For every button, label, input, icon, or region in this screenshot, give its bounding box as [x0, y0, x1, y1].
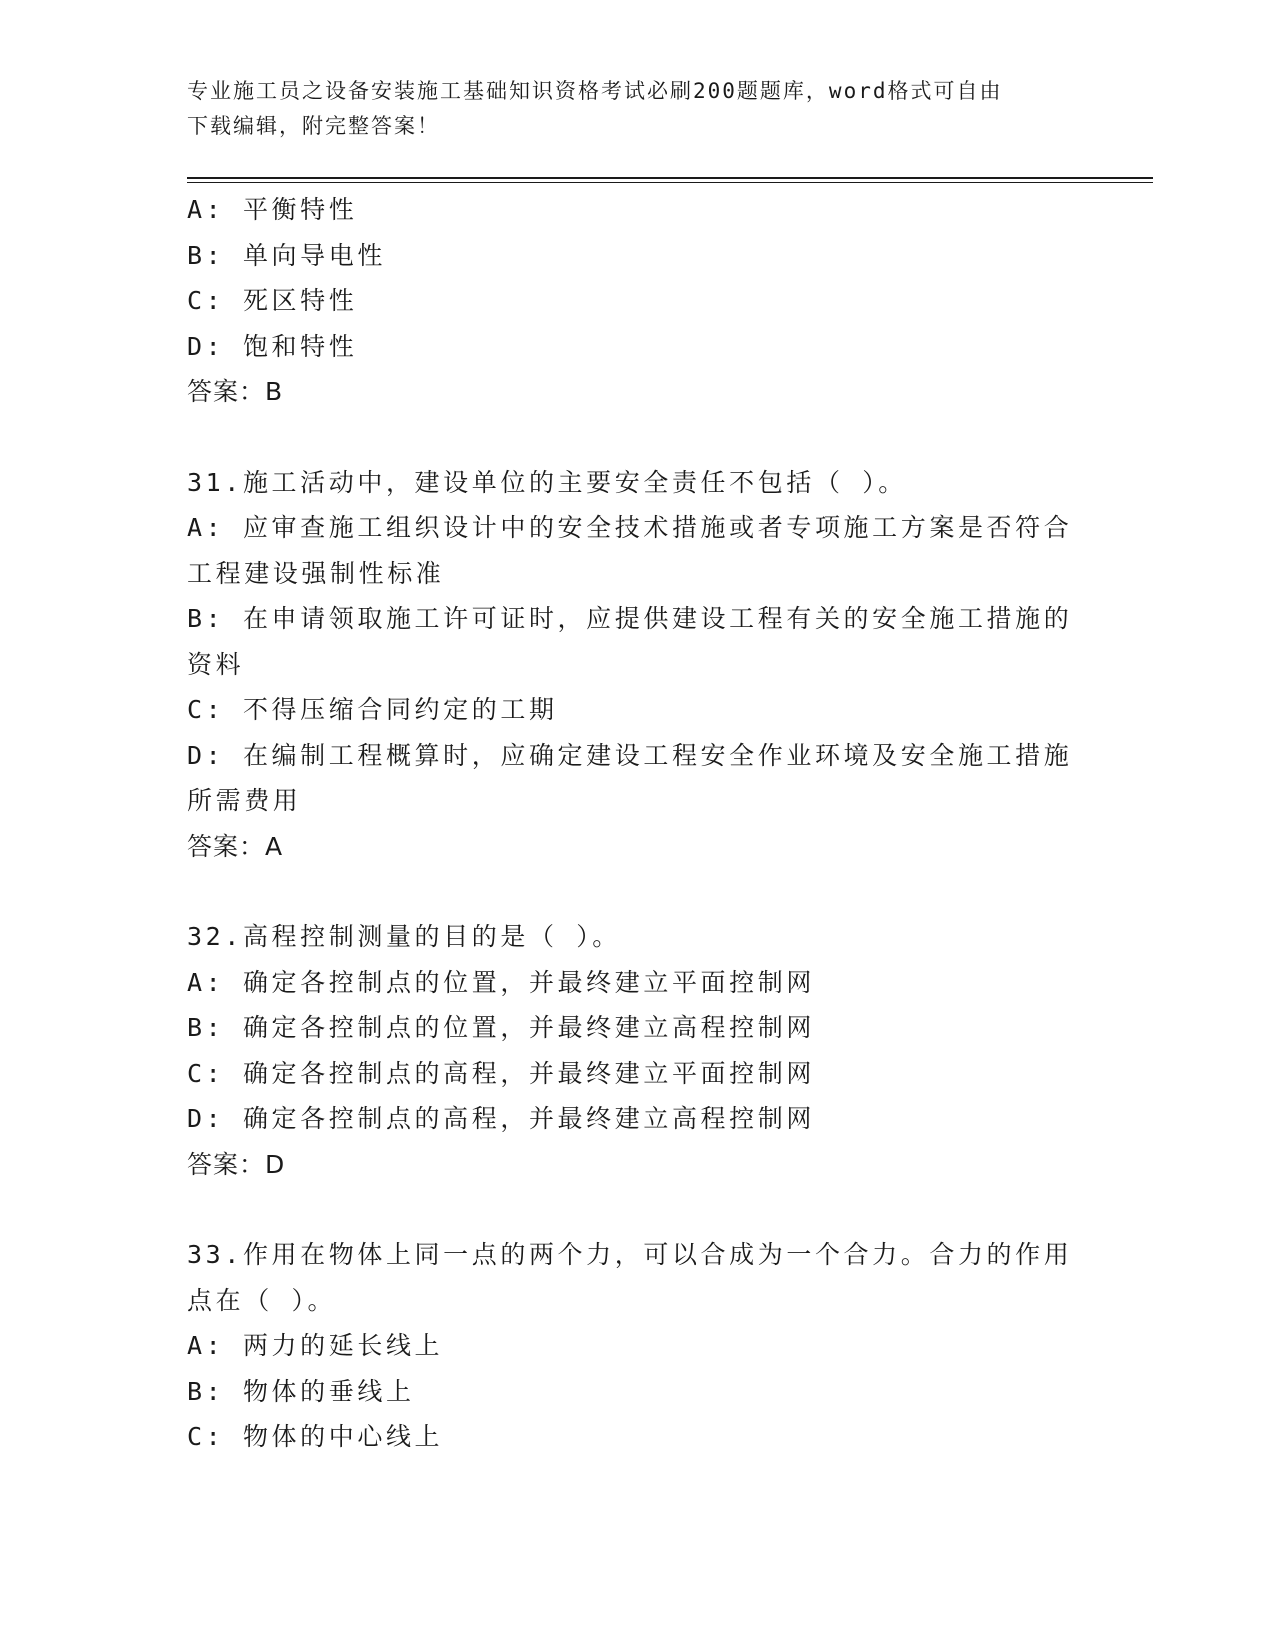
question-33	[187, 1232, 1087, 1460]
option-b-continued: 资料	[187, 649, 245, 679]
question-stem: 31.施工活动中，建设单位的主要安全责任不包括（ ）。	[187, 467, 907, 497]
question-stem: 33.作用在物体上同一点的两个力，可以合成为一个合力。合力的作用	[187, 1240, 1073, 1269]
question-31	[187, 460, 1087, 870]
question-32	[187, 914, 1087, 1187]
question-stem-continued: 点在（ ）。	[187, 1285, 337, 1315]
answer: 答案：D	[187, 1149, 286, 1179]
option-d-continued: 所需费用	[187, 786, 302, 815]
option-b: B: 单向导电性	[187, 240, 386, 270]
option-c: C: 死区特性	[187, 286, 358, 315]
option-b: B: 在申请领取施工许可证时，应提供建设工程有关的安全施工措施的	[187, 604, 1073, 633]
option-b: B: 确定各控制点的位置，并最终建立高程控制网	[187, 1013, 815, 1042]
question-stem: 32.高程控制测量的目的是（ ）。	[187, 922, 621, 951]
option-d: D: 确定各控制点的高程，并最终建立高程控制网	[187, 1104, 815, 1133]
header-rule-thin	[187, 182, 1153, 183]
option-a: A: 确定各控制点的位置，并最终建立平面控制网	[187, 967, 815, 997]
option-a: A: 平衡特性	[187, 195, 358, 224]
question-list	[187, 187, 1087, 1460]
header-rule-thick	[187, 177, 1153, 179]
option-a-continued: 工程建设强制性标准	[187, 558, 445, 588]
question-30	[187, 187, 1087, 415]
answer: 答案：B	[187, 377, 284, 406]
document-header	[187, 74, 1067, 144]
option-c: C: 不得压缩合同约定的工期	[187, 695, 558, 724]
header-line-1: 专业施工员之设备安装施工基础知识资格考试必刷200题题库，word格式可自由	[187, 79, 1003, 103]
answer: 答案：A	[187, 831, 284, 861]
header-line-2: 下载编辑，附完整答案！	[187, 114, 440, 138]
option-c: C: 确定各控制点的高程，并最终建立平面控制网	[187, 1058, 815, 1088]
option-b: B: 物体的垂线上	[187, 1376, 415, 1406]
option-d: D: 在编制工程概算时，应确定建设工程安全作业环境及安全施工措施	[187, 740, 1073, 770]
option-c: C: 物体的中心线上	[187, 1422, 444, 1451]
option-a: A: 应审查施工组织设计中的安全技术措施或者专项施工方案是否符合	[187, 513, 1073, 542]
option-a: A: 两力的延长线上	[187, 1331, 444, 1360]
option-d: D: 饱和特性	[187, 331, 358, 361]
